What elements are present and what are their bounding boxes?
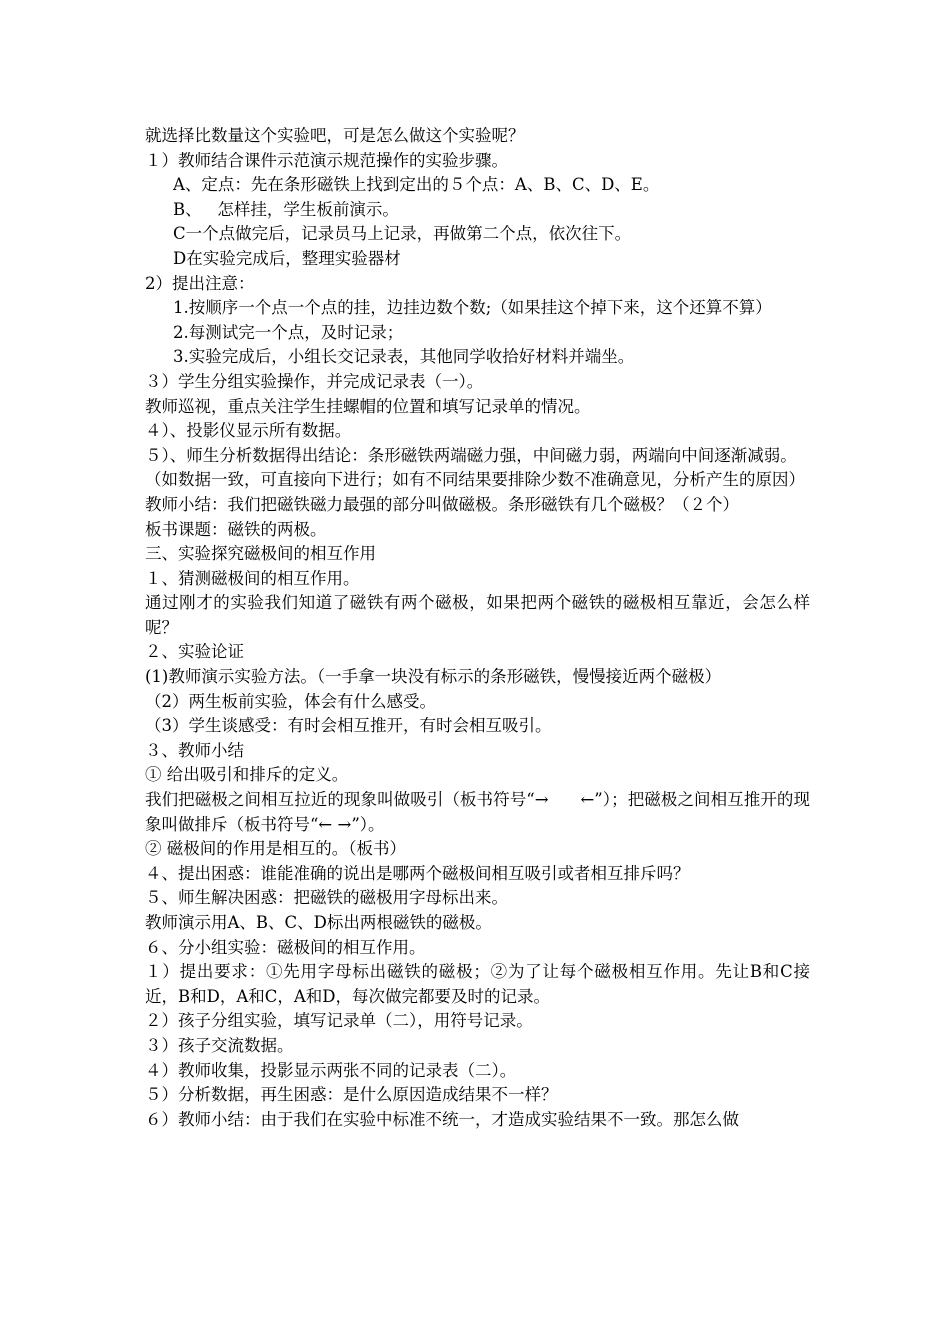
text-line: (1)教师演示实验方法。（一手拿一块没有标示的条形磁铁，慢慢接近两个磁极） [145, 667, 722, 687]
text-line: 我们把磁极之间相互拉近的现象叫做吸引（板书符号“→ ←”）；把磁极之间相互推开的现象叫做排斥（板书符号“← →”）。 [145, 790, 810, 834]
text-line: ４）教师收集，投影显示两张不同的记录表（二）。 [145, 1060, 517, 1080]
text-line: C一个点做完后，记录员马上记录，再做第二个点，依次往下。 [173, 224, 632, 244]
text-line: 1.按顺序一个点一个点的挂，边挂边数个数;（如果挂这个掉下来，这个还算不算） [173, 298, 772, 318]
text-line: 3.实验完成后，小组长交记录表，其他同学收拾好材料并端坐。 [173, 347, 635, 367]
text-line: ３）学生分组实验操作，并完成记录表（一）。 [145, 371, 484, 391]
text-line: １、猜测磁极间的相互作用。 [145, 568, 360, 588]
text-line: 教师演示用A、B、C、D标出两根磁铁的磁极。 [145, 913, 492, 932]
document-body [145, 124, 810, 1132]
text-line: 就选择比数量这个实验吧，可是怎么做这个实验呢？ [145, 126, 525, 145]
text-line: （如数据一致，可直接向下进行；如有不同结果要排除少数不准确意见，分析产生的原因） [145, 470, 805, 490]
text-line: 2）提出注意： [145, 273, 255, 293]
text-line: ２、实验论证 [145, 642, 244, 662]
text-line: １）提出要求：①先用字母标出磁铁的磁极；②为了让每个磁极相互作用。先让B和C接近，B和D，A和C，A和D，每次做完都要及时的记录。 [145, 962, 810, 1006]
text-line: 教师巡视，重点关注学生挂螺帽的位置和填写记录单的情况。 [145, 396, 591, 416]
text-line: B、 怎样挂，学生板前演示。 [173, 199, 399, 219]
text-line: ４）、投影仪显示所有数据。 [145, 421, 352, 441]
text-line: 教师小结：我们把磁铁磁力最强的部分叫做磁极。条形磁铁有几个磁极？（２个） [145, 494, 739, 514]
text-line: １）教师结合课件示范演示规范操作的实验步骤。 [145, 150, 508, 170]
text-line: ５）、师生分析数据得出结论：条形磁铁两端磁力强，中间磁力弱，两端向中间逐渐减弱。 [145, 445, 797, 465]
text-line: 板书课题：磁铁的两极。 [145, 519, 327, 539]
text-line: ① 给出吸引和排斥的定义。 [145, 765, 349, 785]
text-line: （2）两生板前实验，体会有什么感受。 [145, 691, 436, 711]
text-line: A、定点：先在条形磁铁上找到定出的５个点：A、B、C、D、E。 [173, 175, 660, 195]
text-line: ５）分析数据，再生困惑：是什么原因造成结果不一样？ [145, 1085, 558, 1105]
text-line: ２）孩子分组实验，填写记录单（二），用符号记录。 [145, 1011, 533, 1031]
text-line: ② 磁极间的作用是相互的。（板书） [145, 839, 406, 859]
section-heading: 三、实验探究磁极间的相互作用 [145, 544, 376, 564]
text-line: ４、提出困惑：谁能准确的说出是哪两个磁极间相互吸引或者相互排斥吗？ [145, 863, 690, 883]
text-line: ３）孩子交流数据。 [145, 1035, 294, 1055]
text-line: （3）学生谈感受：有时会相互推开，有时会相互吸引。 [145, 716, 552, 736]
text-line: 通过刚才的实验我们知道了磁铁有两个磁极，如果把两个磁铁的磁极相互靠近，会怎么样呢？ [145, 593, 810, 637]
text-line: ６）教师小结：由于我们在实验中标准不统一，才造成实验结果不一致。那怎么做 [145, 1109, 739, 1129]
text-line: ３、教师小结 [145, 740, 244, 760]
text-line: ６、分小组实验：磁极间的相互作用。 [145, 937, 426, 957]
text-line: 2.每测试完一个点，及时记录； [173, 322, 404, 342]
text-line: ５、师生解决困惑：把磁铁的磁极用字母标出来。 [145, 888, 508, 908]
text-line: D在实验完成后，整理实验器材 [173, 248, 401, 268]
